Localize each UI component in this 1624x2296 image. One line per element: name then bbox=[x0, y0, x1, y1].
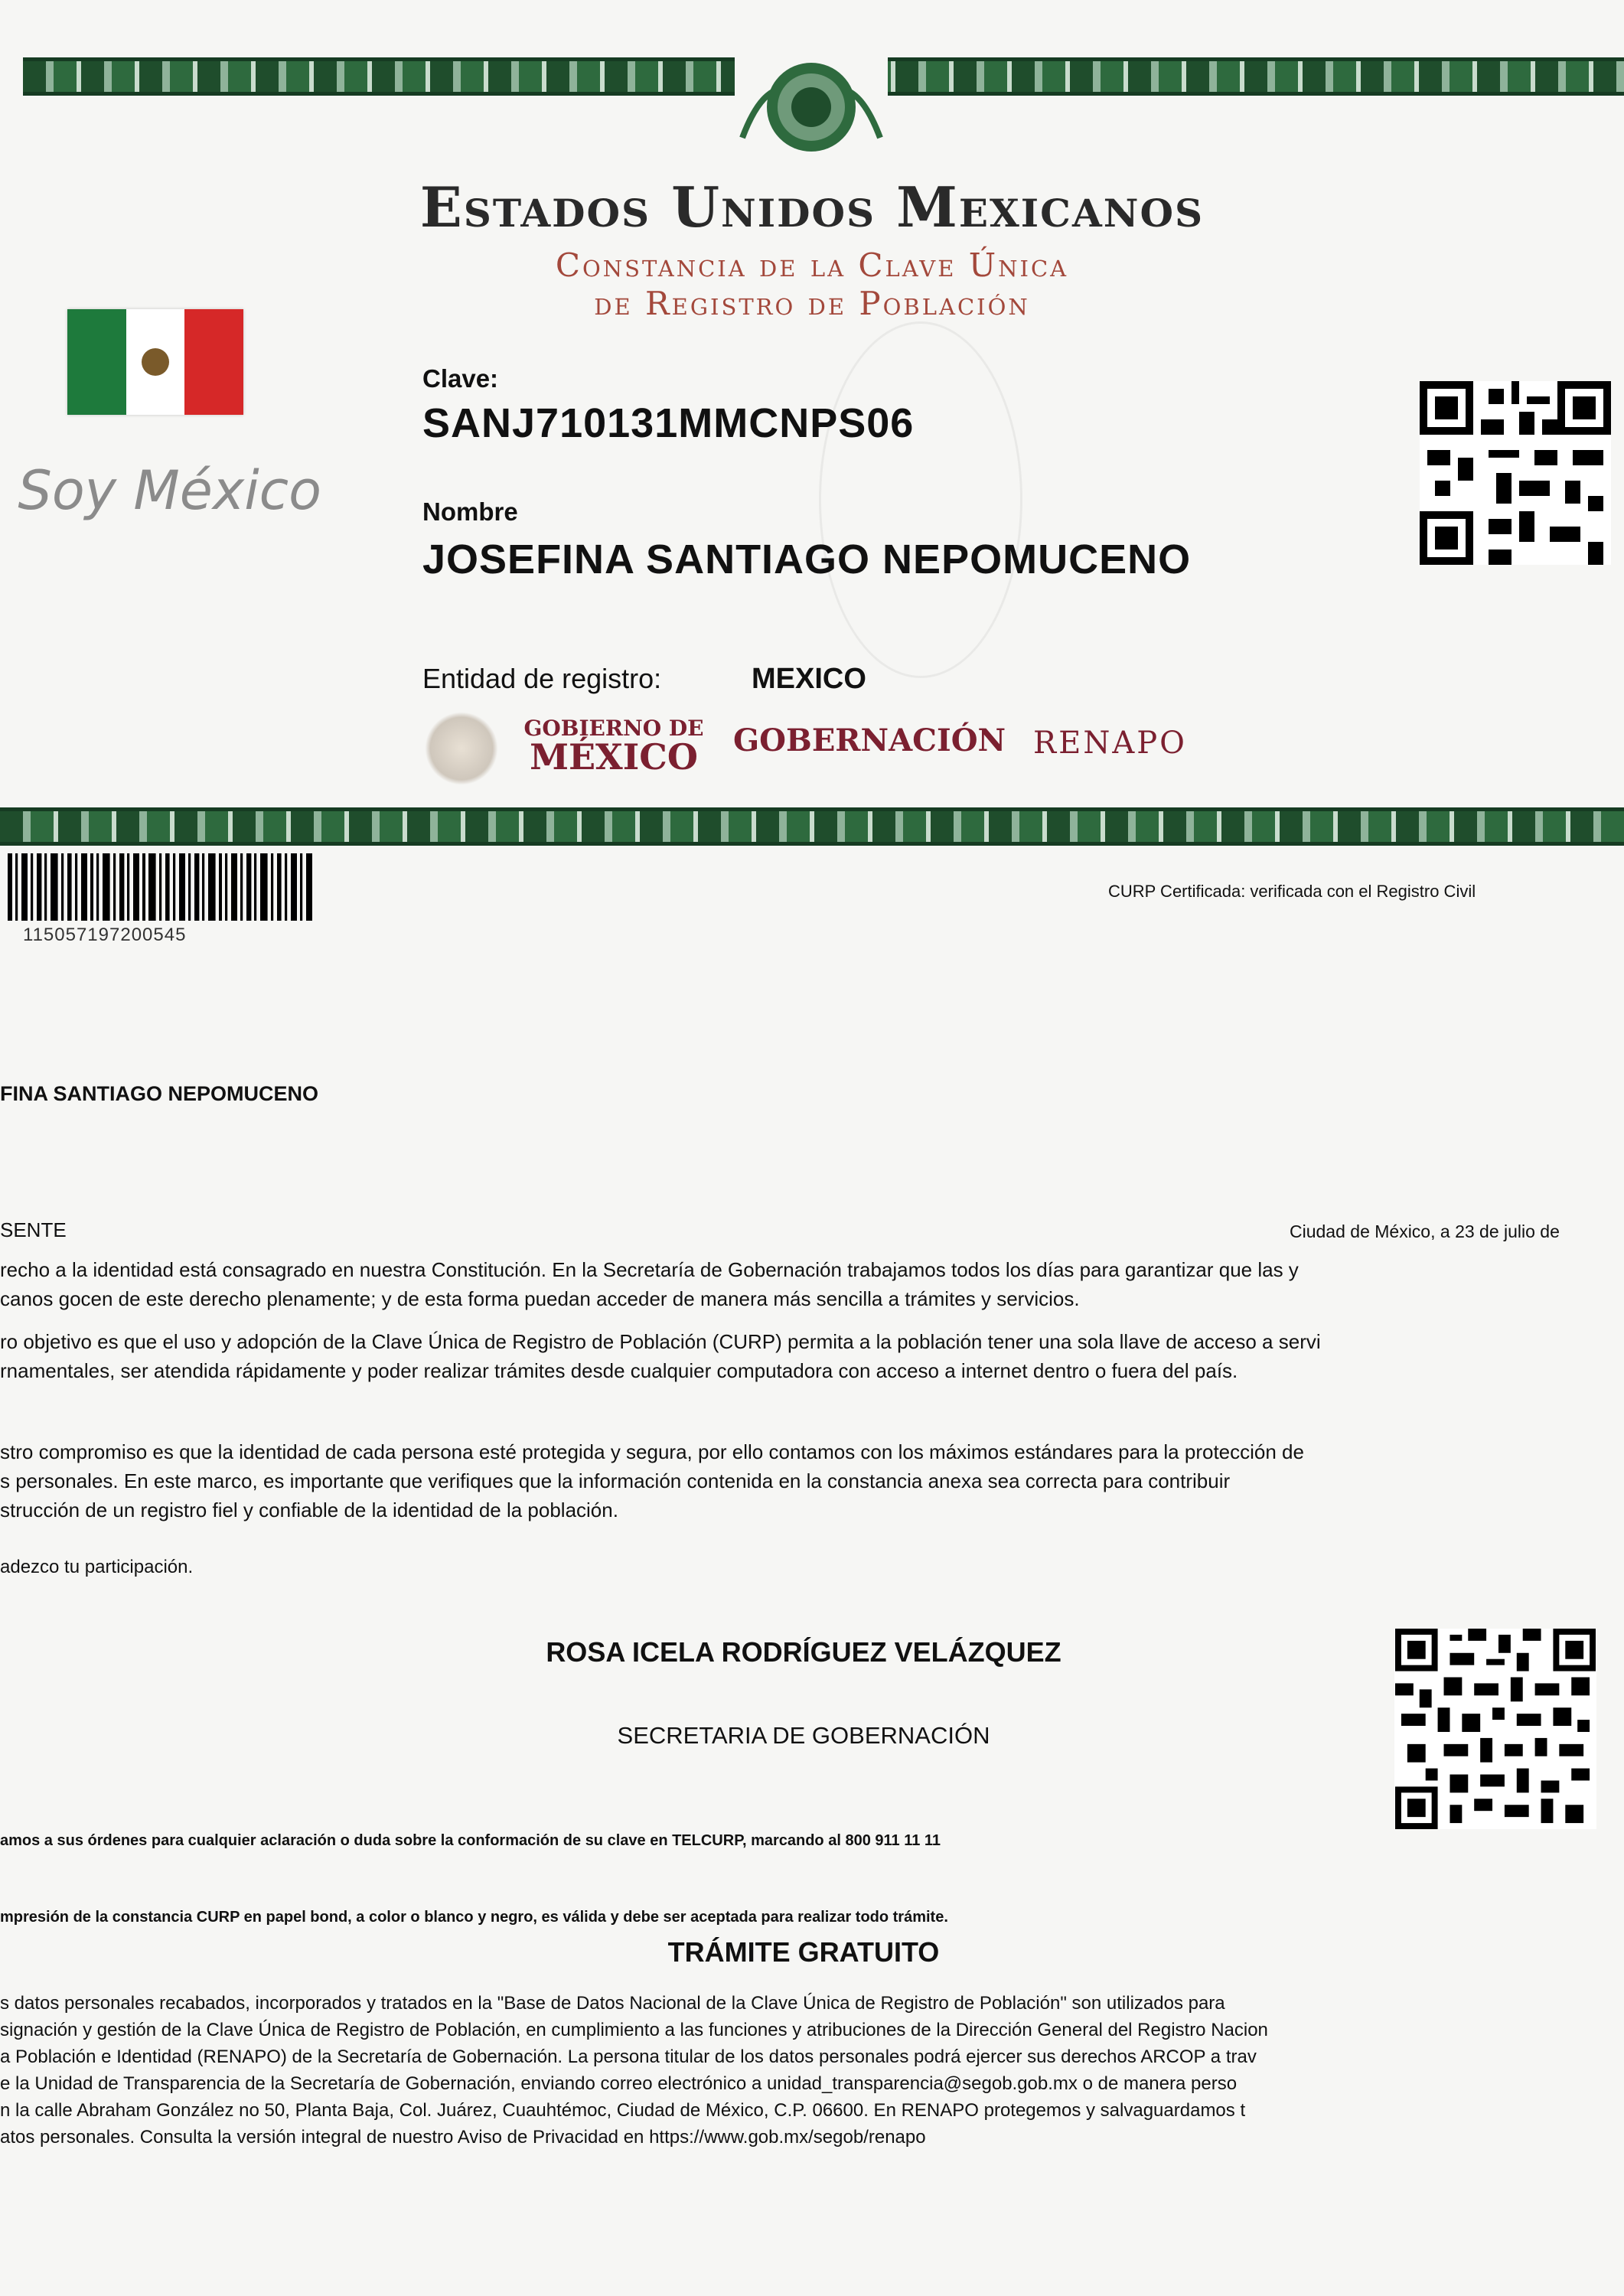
recipient-name: FINA SANTIAGO NEPOMUCENO bbox=[0, 1082, 319, 1105]
clave-label: Clave: bbox=[422, 364, 499, 393]
barcode-icon bbox=[8, 853, 314, 921]
date-line: Ciudad de México, a 23 de julio de bbox=[1290, 1221, 1560, 1241]
barcode-number: 115057197200545 bbox=[23, 925, 187, 945]
gobierno-seal-icon bbox=[425, 712, 498, 785]
qr-code-secondary-icon bbox=[1394, 1629, 1596, 1829]
national-seal-icon bbox=[735, 46, 888, 168]
bottom-border bbox=[0, 807, 1624, 846]
watermark bbox=[819, 321, 1022, 678]
gobernacion-logo: GOBERNACIÓN bbox=[733, 722, 1006, 758]
certified-note: CURP Certificada: verificada con el Registro Civil bbox=[1108, 882, 1476, 901]
paragraph-3: stro compromiso es que la identidad de cada persona esté protegida y segura, por ello contamos con los máximos estándares para la protección de s personales. En este marco, es importante que verifiques que la información contenida en la constancia anexa sea correcta para contribuir strucción de un registro fiel y confiable de la identidad de la población. bbox=[0, 1440, 1304, 1521]
doc-title-line1: Constancia de la Clave Única bbox=[555, 246, 1069, 284]
gobierno-line2: MÉXICO bbox=[530, 736, 698, 778]
tramite-gratuito: TRÁMITE GRATUITO bbox=[667, 1936, 940, 1968]
qr-code-icon bbox=[1420, 381, 1611, 565]
salutation: SENTE bbox=[0, 1218, 67, 1241]
doc-title-line2: de Registro de Población bbox=[594, 285, 1030, 322]
paragraph-1: recho a la identidad está consagrado en nuestra Constitución. En la Secretaría de Gobernación trabajamos todos los días para garantizar que las y canos gocen de este derecho plenamente; y de esta forma puedan acceder de manera más sencilla a trámites y servicios. bbox=[0, 1258, 1299, 1310]
signer-title: SECRETARIA DE GOBERNACIÓN bbox=[617, 1722, 990, 1749]
clave-value: SANJ710131MMCNPS06 bbox=[422, 400, 915, 446]
slogan: Soy México bbox=[18, 459, 321, 522]
entidad-label: Entidad de registro: bbox=[422, 663, 662, 694]
paragraph-2: ro objetivo es que el uso y adopción de la Clave Única de Registro de Población (CURP) permita a la población tener una sola llave de acceso a servi rnamentales, ser atendida rápidamente y poder realizar trámites desde cualquier computadora con acceso a internet dentro o fuera del país. bbox=[0, 1330, 1321, 1382]
entidad-value: MEXICO bbox=[752, 663, 866, 695]
thanks-line: adezco tu participación. bbox=[0, 1557, 194, 1577]
renapo-logo: RENAPO bbox=[1033, 726, 1187, 761]
nombre-value: JOSEFINA SANTIAGO NEPOMUCENO bbox=[422, 536, 1192, 582]
nombre-label: Nombre bbox=[422, 497, 518, 526]
gobierno-line1: GOBIERNO DE bbox=[523, 716, 704, 741]
telcurp-note: amos a sus órdenes para cualquier aclaración o duda sobre la conformación de su clave en TELCURP, marcando al 800 911 11 11 bbox=[0, 1832, 941, 1849]
privacy-notice: s datos personales recabados, incorporados y tratados en la "Base de Datos Nacional de la Clave Única de Registro de Población" son utilizados para signación y gestión de la Clave Única de Registro de Población, en cumplimiento a las funciones y atribuciones de la Dirección General del Registro Nacion a Población e Identidad (RENAPO) de la Secretaría de Gobernación. La persona titular de los datos personales podrá ejercer sus derechos ARCOP a trav e la Unidad de Transparencia de la Secretaría de Gobernación, enviando correo electrónico a unidad_transparencia@segob.gob.mx o de manera perso n la calle Abraham González no 50, Planta Baja, Col. Juárez, Cuauhtémoc, Ciudad de México, C.P. 06600. En RENAPO protegemos y salvaguardamos t atos personales. Consulta la versión integral de nuestro Aviso de Privacidad en https://www.gob.mx/segob/renapo bbox=[0, 1993, 1268, 2148]
mexico-flag-icon bbox=[67, 309, 243, 415]
country-title: Estados Unidos Mexicanos bbox=[419, 174, 1205, 240]
signer-name: ROSA ICELA RODRÍGUEZ VELÁZQUEZ bbox=[546, 1636, 1061, 1668]
impresion-note: mpresión de la constancia CURP en papel bond, a color o blanco y negro, es válida y debe ser aceptada para realizar todo trámite. bbox=[0, 1909, 948, 1926]
